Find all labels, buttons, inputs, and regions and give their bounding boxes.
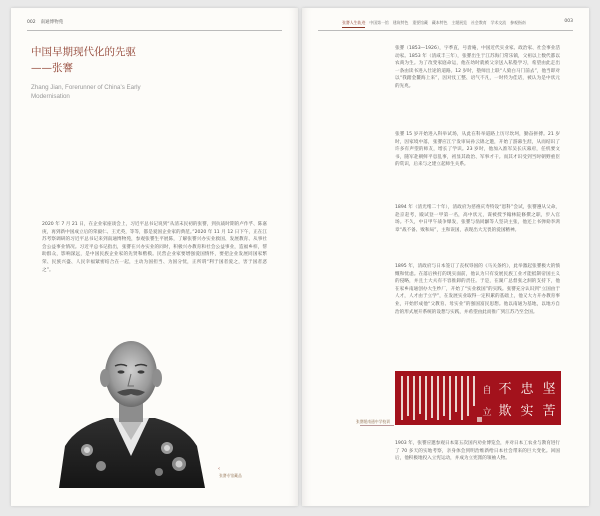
chapter-nav [342, 20, 526, 28]
right-page-number: 003 [564, 19, 573, 24]
book-spread [11, 8, 589, 506]
caption-leader-line [360, 425, 394, 426]
nav-item-exhibitions[interactable]: 主题展览 [451, 20, 468, 25]
nav-item-life[interactable]: 张謇人生轨迹 [342, 20, 365, 28]
page-title: 中国早期现代化的先驱 [31, 46, 136, 58]
header-divider-right [318, 30, 573, 31]
calligraphy-char: 立 [482, 408, 492, 418]
left-page-number: 002 [27, 19, 36, 25]
calligraphy-char: 自 [482, 386, 492, 396]
nav-item-visitor-guide[interactable]: 参观指南 [510, 20, 526, 25]
nav-item-academic[interactable]: 学术交流 [490, 20, 507, 25]
right-page [302, 8, 589, 506]
nav-item-collections[interactable]: 重要馆藏 [412, 20, 428, 25]
paragraph-biography: 张謇（1853—1926），字季直，号啬庵，中国近代实业家、政治家、社会事业活动家。1853 年（清咸丰三年），张謇出生于江苏海门常乐镇，父祖以上数代都以农商为生。为了改变家庭命运，他在幼时就被父亲送入私塾学习，希望由此走出一条由读书进入仕途的道路。12 岁时，塾师出上联“人骑白马门前去”，他当即对以“我踏金鳌海上来”，因对仗工整、语气不凡，一时传为佳话，被认为是中状元的先兆。 [395, 46, 560, 89]
paragraph-1895: 1895 年，清政府与日本签订了丧权辱国的《马关条约》，此举激起张謇极大的愤慨和忧虑。在落后挨打的现实面前，他认为只有发展民族工业才能抵制帝国主义的侵略，并且土大夫有不容推卸的责任。于是，在湖广总督张之洞的支持下，他在家乡南通创办大生纱厂，开始了“实业救国”的实践。张謇充分认识到“立国由于人才，人才由于立学”，在发展实业取得一定积累的基础上，他又大力开办教育事业，开始形成他“父教育、母实业”的强国富民思想。他以南通为基地，以地方自治的形式展开系统的设想与实践，并希望由此而推广到江苏乃至全国。 [395, 264, 560, 315]
page-subtitle: ——张謇 [31, 62, 73, 74]
portrait-caption: 张謇专馆藏品 [219, 473, 242, 478]
portrait-photo [55, 328, 207, 488]
paragraph-1894: 1894 年（清光绪二十年），清政府为慈禧庆寿特设“恩科”会试，张謇遵从父命，赴京赶考，殿试登一甲第一名，高中状元，谋被授予翰林院修撰之职，步入官场。不久，中日甲午战争爆发，张謇与翁同龢等人坚决主张，他还上书弹劾李鸿章“战不备、败和局”，主和误国，表现出大无畏的爱国精神。 [395, 205, 560, 233]
paragraph-1903: 1903 年，张謇应邀参观日本第五次国内劝业博览会，并对日本工农业与教育进行了 70 多天的实地考察，亲身体会到明治维新给日本社会带来的巨大变化。回国后，他积极地投入立宪运动，并成为立宪派的领袖人物。 [395, 441, 560, 462]
intro-paragraph: 2020 年 7 月 21 日，在企业家座谈会上，习近平总书记说到“从清末民初的张謇，到抗战时期的卢作孚、陈嘉庚，再到新中国成立后的荣毅仁、王光英，等等，都是爱国企业家的典范。”2020 年 11 月 12 日下午，正在江苏考察调研的习近平总书记来到南通博物苑，参观张謇生平展陈，了解张謇兴办实业救国、发展教育、从事社会公益事业情况。习近平总书记指出，张謇在兴办实业的同时，积极兴办教育和社会公益事业，造福乡梓，帮助群众，影响深远，是中国民族企业家的先贤和楷模。民营企业家要增强爱国情怀，要把企业发展同国家繁荣、民族兴盛、人民幸福紧密结合在一起，主动为国担当、为国分忧，正所谓“利于国者爱之，害于国者恶之”。 [42, 222, 267, 273]
left-header [27, 19, 63, 25]
calligraphy-image [395, 371, 561, 425]
nav-item-specimens[interactable]: 藏本特色 [431, 20, 448, 25]
calligraphy-char: 忠 [520, 382, 534, 397]
calligraphy-char: 不 [498, 382, 512, 397]
nav-item-architecture[interactable]: 建筑特色 [392, 20, 409, 25]
nav-item-education[interactable]: 社会教育 [471, 20, 487, 25]
caption-marker-icon: ‹ [218, 466, 220, 472]
calligraphy-caption: 张謇题南通中学校训 [355, 419, 390, 424]
english-title: Zhang Jian, Forerunner of China’s Early Modernisation [31, 84, 141, 100]
calligraphy-char: 欺 [498, 404, 512, 419]
calligraphy-char: 坚 [542, 382, 556, 397]
nav-item-first-museum[interactable]: 中国第一馆 [369, 20, 389, 25]
title-block [31, 45, 211, 101]
left-page [11, 8, 298, 506]
calligraphy-char: 实 [520, 404, 534, 419]
header-divider [27, 30, 282, 31]
calligraphy-char: 苦 [542, 404, 556, 419]
section-label: 南通博物苑 [40, 20, 64, 25]
paragraph-early-career: 张謇 15 岁开始进入科举试场，从此在科举道路上历尽坎坷，勤奋拼搏。21 岁时，因家境中落，张謇应江宁发审局孙云锦之邀，开始了游幕生涯，从而结识了许多有声望的师友，增长了学识。23 岁时，他加入淮军吴长庆幕府，任机要文书，随军赴朝鲜平息乱事，初显其政治、军事才干。而其才识受到当时朝野重臣的赏识，后来与之建立起师生关系。 [395, 132, 560, 168]
